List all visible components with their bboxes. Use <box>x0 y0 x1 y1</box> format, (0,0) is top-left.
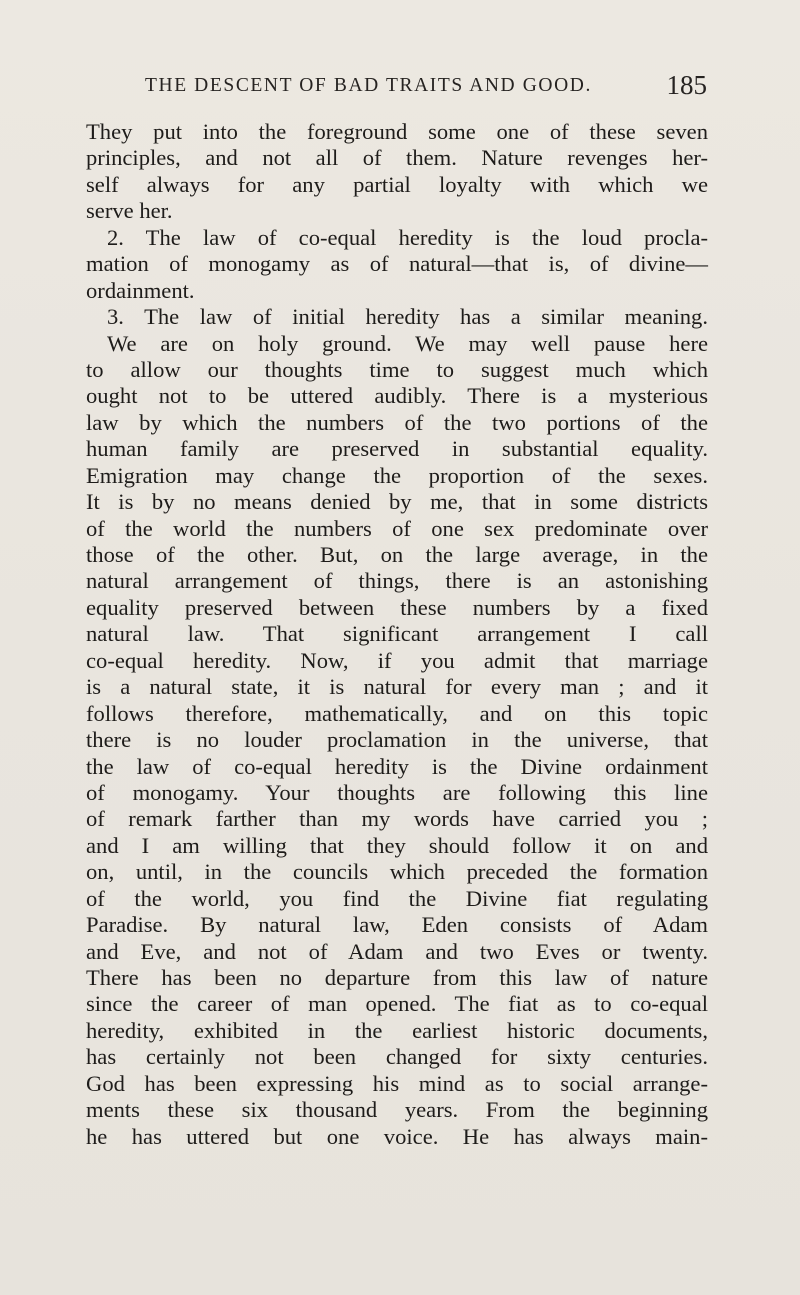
text-line: equality preserved between these numbers by a fixed <box>86 594 708 620</box>
text-line: Paradise. By natural law, Eden consists of Adam <box>86 912 708 938</box>
text-line: the law of co-equal heredity is the Divine ordainment <box>86 753 708 779</box>
text-line: self always for any partial loyalty with which we <box>86 171 708 197</box>
text-line: human family are preserved in substantial equality. <box>86 436 708 462</box>
page-number: 185 <box>666 70 707 100</box>
text-line: principles, and not all of them. Nature revenges her- <box>86 145 708 171</box>
text-line: natural law. That significant arrangement I call <box>86 621 708 647</box>
text-line: It is by no means denied by me, that in some districts <box>86 489 708 515</box>
text-line: of the world the numbers of one sex predominate over <box>86 515 708 541</box>
text-line: We are on holy ground. We may well pause here <box>107 330 708 356</box>
running-title: THE DESCENT OF BAD TRAITS AND GOOD. <box>145 75 592 96</box>
text-line: They put into the foreground some one of these seven <box>86 119 708 144</box>
text-line: serve her. <box>86 198 173 224</box>
text-line: those of the other. But, on the large average, in the <box>86 542 708 567</box>
text-line: heredity, exhibited in the earliest historic documents, <box>86 1017 708 1043</box>
text-line: 2. The law of co-equal heredity is the loud procla- <box>107 224 708 250</box>
text-line: natural arrangement of things, there is an astonishing <box>86 568 708 594</box>
text-line: Emigration may change the proportion of the sexes. <box>86 462 708 488</box>
text-line: since the career of man opened. The fiat as to co-equal <box>86 991 708 1017</box>
text-line: there is no louder proclamation in the universe, that <box>86 727 708 753</box>
text-line: he has uttered but one voice. He has always main- <box>86 1123 708 1149</box>
text-line: of remark farther than my words have carried you ; <box>86 806 708 832</box>
text-line: 3. The law of initial heredity has a similar meaning. <box>107 304 708 330</box>
text-line: mation of monogamy as of natural—that is, of divine— <box>86 251 708 277</box>
text-line: ments these six thousand years. From the beginning <box>86 1097 708 1123</box>
body-text <box>86 119 708 1150</box>
text-line: There has been no departure from this law of nature <box>86 965 708 990</box>
text-line: of the world, you find the Divine fiat regulating <box>86 885 708 911</box>
text-line: is a natural state, it is natural for every man ; and it <box>86 674 708 700</box>
text-line: on, until, in the councils which preceded the formation <box>86 859 708 885</box>
text-line: of monogamy. Your thoughts are following this line <box>86 779 708 805</box>
text-line: ought not to be uttered audibly. There is a mysterious <box>86 383 708 409</box>
text-line: ordainment. <box>86 277 195 303</box>
text-line: law by which the numbers of the two portions of the <box>86 409 708 435</box>
text-line: has certainly not been changed for sixty centuries. <box>86 1044 708 1070</box>
text-line: and I am willing that they should follow it on and <box>86 832 708 858</box>
text-line: God has been expressing his mind as to social arrange- <box>86 1070 708 1096</box>
running-head <box>145 70 707 106</box>
text-line: follows therefore, mathematically, and on this topic <box>86 700 708 726</box>
text-line: and Eve, and not of Adam and two Eves or twenty. <box>86 938 708 964</box>
text-line: co-equal heredity. Now, if you admit that marriage <box>86 647 708 673</box>
text-line: to allow our thoughts time to suggest much which <box>86 356 708 382</box>
